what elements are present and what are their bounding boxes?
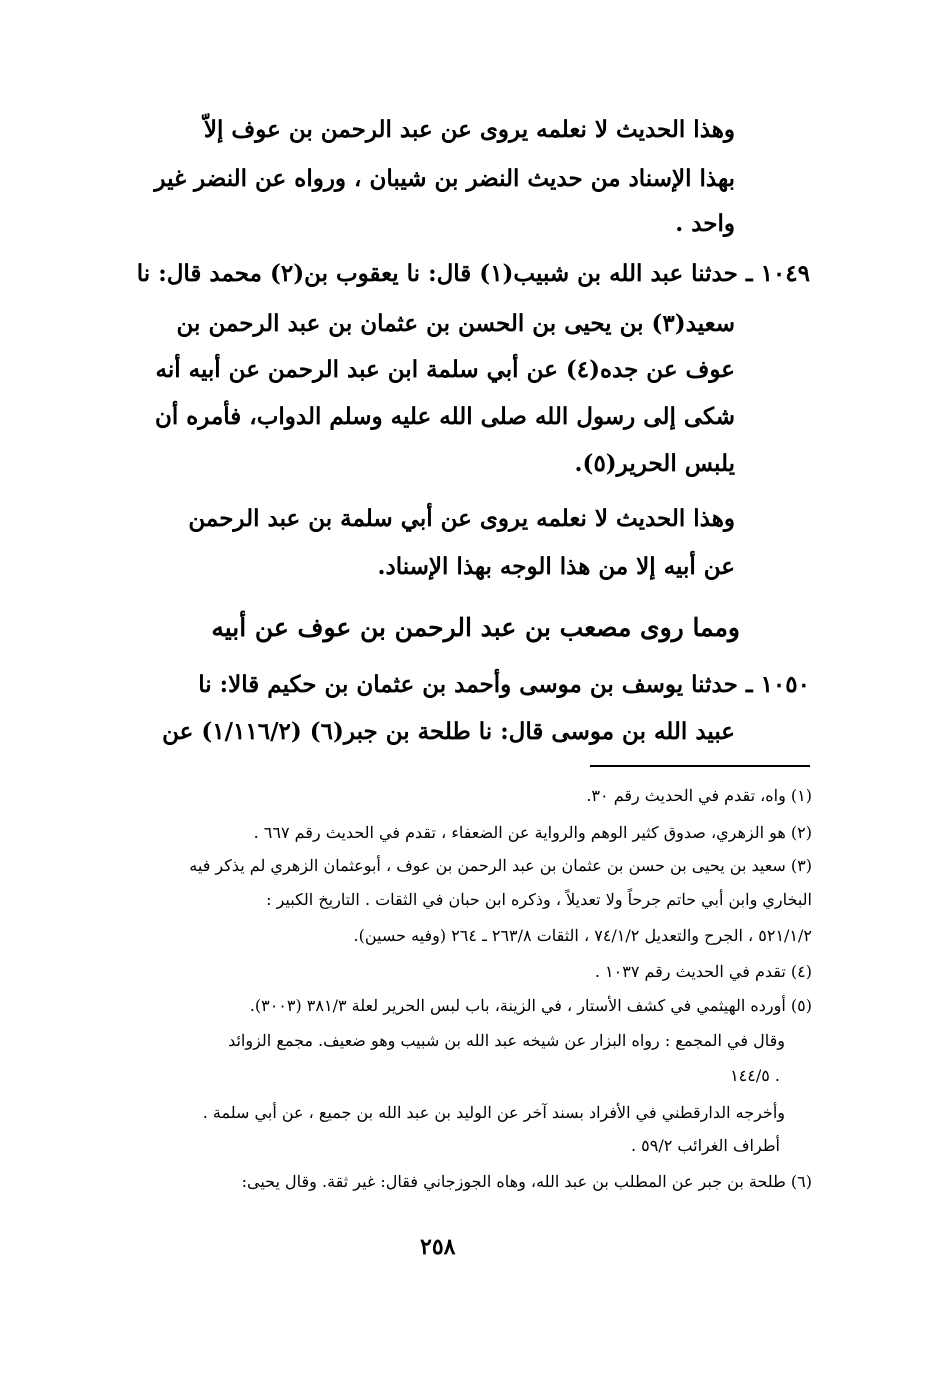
footnote-line-2: (٢) هو الزهري، صدوق كثير الوهم والرواية عن الضعفاء ، تقدم في الحديث رقم ٦٦٧ . xyxy=(253,823,812,842)
footnote-line-10: وأخرجه الدارقطني في الأفراد بسند آخر عن الوليد بن عبد الله بن جميع ، عن أبي سلمة . xyxy=(202,1103,785,1122)
hadith-1049-line-3: عوف عن جده(٤) عن أبي سلمة ابن عبد الرحمن عن أبيه أنه xyxy=(155,356,735,383)
footnote-separator xyxy=(590,765,810,767)
paragraph-1-line-3: واحد . xyxy=(675,210,735,237)
section-heading: ومما روى مصعب بن عبد الرحمن بن عوف عن أبيه xyxy=(211,613,740,642)
hadith-1049-line-2: سعيد(٣) بن يحيى بن الحسن بن عثمان بن عبد الرحمن بن xyxy=(176,310,735,337)
footnote-line-4: البخاري وابن أبي حاتم جرحاً ولا تعديلاً ، وذكره ابن حبان في الثقات . التاريخ الكبير : xyxy=(266,890,812,909)
footnote-line-11: أطراف الغرائب ٥٩/٢ . xyxy=(630,1136,780,1155)
footnote-line-1: (١) واه، تقدم في الحديث رقم ٣٠. xyxy=(586,786,812,805)
hadith-1049-line-4: شكى إلى رسول الله صلى الله عليه وسلم الدواب، فأمره أن xyxy=(154,403,735,430)
footnote-line-7: (٥) أورده الهيثمي في كشف الأستار ، في الزينة، باب لبس الحرير لعلة ٣٨١/٣ (٣٠٠٣). xyxy=(249,996,812,1015)
hadith-1050-line-1: ١٠٥٠ ـ حدثنا يوسف بن موسى وأحمد بن عثمان بن حكيم قالا: نا xyxy=(198,671,810,698)
footnote-line-8: وقال في المجمع : رواه البزار عن شيخه عبد الله بن شبيب وهو ضعيف. مجمع الزوائد xyxy=(228,1031,785,1050)
paragraph-2-line-2: عن أبيه إلا من هذا الوجه بهذا الإسناد. xyxy=(377,553,735,580)
footnote-line-3: (٣) سعيد بن يحيى بن حسن بن عثمان بن عبد الرحمن بن عوف ، أبوعثمان الزهري لم يذكر فيه xyxy=(189,856,812,875)
hadith-1049-line-1: ١٠٤٩ ـ حدثنا عبد الله بن شبيب(١) قال: نا يعقوب بن(٢) محمد قال: نا xyxy=(136,260,810,287)
footnote-line-5: ٥٢١/١/٢ ، الجرح والتعديل ٧٤/١/٢ ، الثقات ٢٦٣/٨ ـ ٢٦٤ (وفيه حسين). xyxy=(353,926,812,945)
hadith-1050-line-2: عبيد الله بن موسى قال: نا طلحة بن جبر(٦) (١/١١٦/٢) عن xyxy=(162,718,735,745)
footnote-line-9: ١٤٤/٥ . xyxy=(730,1066,780,1085)
footnote-line-12: (٦) طلحة بن جبر عن المطلب بن عبد الله، وهاه الجوزجاني فقال: غير ثقة. وقال يحيى: xyxy=(241,1172,812,1191)
footnote-line-6: (٤) تقدم في الحديث رقم ١٠٣٧ . xyxy=(594,962,812,981)
paragraph-2-line-1: وهذا الحديث لا نعلمه يروى عن أبي سلمة بن عبد الرحمن xyxy=(188,505,735,532)
hadith-1049-line-5: يلبس الحرير(٥). xyxy=(574,450,735,477)
paragraph-1-line-2: بهذا الإسناد من حديث النضر بن شيبان ، ورواه عن النضر غير xyxy=(154,165,735,192)
page-number: ٢٥٨ xyxy=(420,1234,456,1260)
paragraph-1-line-1: وهذا الحديث لا نعلمه يروى عن عبد الرحمن بن عوف إلاّ xyxy=(203,116,735,143)
